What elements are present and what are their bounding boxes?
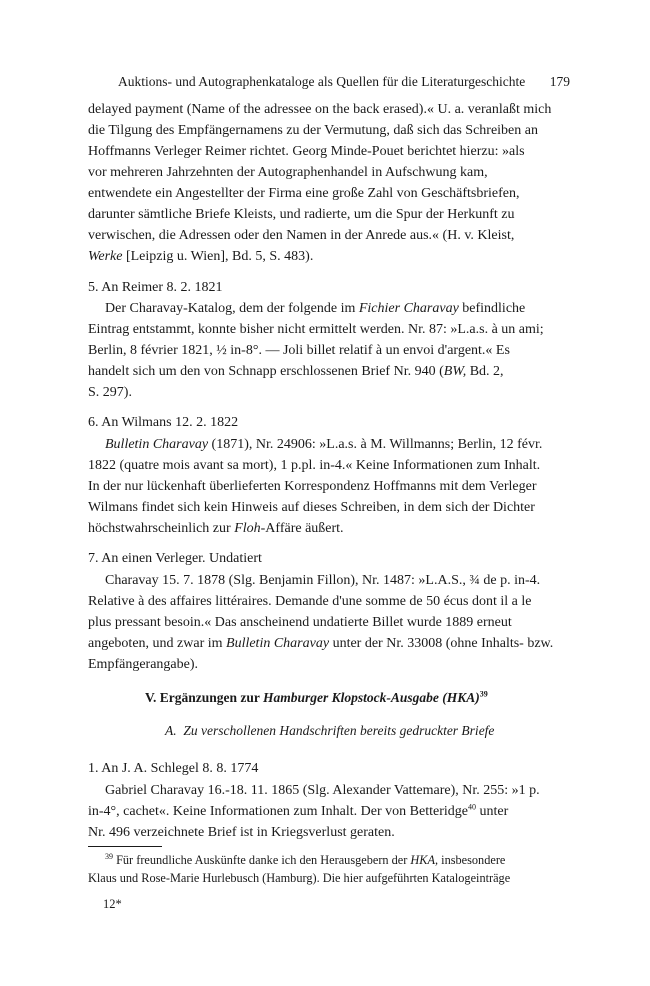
- item-7-heading: 7. An einen Verleger. Undatiert: [88, 551, 262, 566]
- item-7-paragraph: Charavay 15. 7. 1878 (Slg. Benjamin Fillon), Nr. 1487: »L.A.S., ¾ de p. in-4. Relative à des affaires littéraires. Demande d'une somme de 50 écus dont il a le plus pressant besoin.« Das anscheinend undatierte Billet wurde 1889 erneut angeboten, und zwar im Bulletin Charavay unter der Nr. 33008 (ohne Inhalts- bzw. Empfängerangabe).: [88, 573, 554, 672]
- intro-line: Werke [Leipzig u. Wien], Bd. 5, S. 483).: [88, 249, 314, 264]
- intro-line: delayed payment (Name of the adressee on the back erased).« U. a. veranlaßt mich: [88, 102, 552, 117]
- section-v-heading: V. Ergänzungen zur Hamburger Klopstock-Ausgabe (HKA)$^{39}$: [145, 689, 488, 705]
- item-5-paragraph: Der Charavay-Katalog, dem der folgende im Fichier Charavay befindliche Eintrag entstammt, konnte bisher nicht ermittelt werden. Nr. 87: »L.a.s. à un ami; Berlin, 8 février 1821, ½ in-8°. — Joli billet relatif à un envoi d'argent.« Es handelt sich um den von Schnapp erschlossenen Brief Nr. 940 (BW, Bd. 2, S. 297).: [88, 301, 544, 400]
- subsection-a-heading: A. Zu verschollenen Handschriften bereits gedruckter Briefe: [165, 723, 495, 738]
- item-1-paragraph: Gabriel Charavay 16.-18. 11. 1865 (Slg. Alexander Vattemare), Nr. 255: »1 p. in-4°, cachet«. Keine Informationen zum Inhalt. Der von Betteridge$^{40}$ unter Nr. 496 verzeichnete Brief ist in Kriegsverlust geraten.: [88, 783, 540, 840]
- work-title: Werke: [88, 249, 123, 264]
- intro-line: entwendete ein Angestellter der Firma eine große Zahl von Geschäftsbriefen,: [88, 186, 520, 201]
- footnote-ref-40: 40: [467, 802, 476, 812]
- footnote-39: $^{39}$ Für freundliche Auskünfte danke ich den Herausgebern der HKA, insbesondere Klaus und Rose-Marie Hurlebusch (Hamburg). Die hier aufgeführten Katalogeinträge: [88, 851, 511, 885]
- page-number: 179: [549, 74, 570, 89]
- intro-line: darunter sämtliche Briefe Kleists, und radierte, um die Spur der Herkunft zu: [88, 207, 515, 222]
- intro-line: die Tilgung des Empfängernamens zu der Vermutung, daß sich das Schreiben an: [88, 123, 538, 138]
- running-head-title: Auktions- und Autographenkataloge als Quellen für die Literaturgeschichte: [118, 74, 526, 89]
- signature-mark: 12*: [103, 897, 122, 911]
- item-1-heading: 1. An J. A. Schlegel 8. 8. 1774: [88, 761, 259, 776]
- item-5-heading: 5. An Reimer 8. 2. 1821: [88, 280, 223, 295]
- intro-line: Hoffmanns Verleger Reimer richtet. Georg Minde-Pouet berichtet hierzu: »als: [88, 144, 525, 159]
- intro-line: vor mehreren Jahrzehnten der Autographenhandel in Aufschwung kam,: [88, 165, 488, 180]
- item-6-heading: 6. An Wilmans 12. 2. 1822: [88, 415, 239, 430]
- intro-paragraph: [88, 99, 570, 267]
- footnote-ref-39: 39: [479, 689, 488, 699]
- intro-line: verwischen, die Adressen oder den Namen in der Anrede aus.« (H. v. Kleist,: [88, 228, 515, 243]
- footnote-rule: [88, 846, 162, 847]
- item-6-paragraph: Bulletin Charavay (1871), Nr. 24906: »L.a.s. à M. Willmanns; Berlin, 12 févr. 1822 (quatre mois avant sa mort), 1 p.pl. in-4.« Keine Informationen zum Inhalt. In der nur lückenhaft überlieferten Korrespondenz Hoffmanns mit dem Verleger Wilmans findet sich kein Hinweis auf dieses Schreiben, in dem sich der Dichter höchstwahrscheinlich zur Floh-Affäre äußert.: [88, 437, 543, 536]
